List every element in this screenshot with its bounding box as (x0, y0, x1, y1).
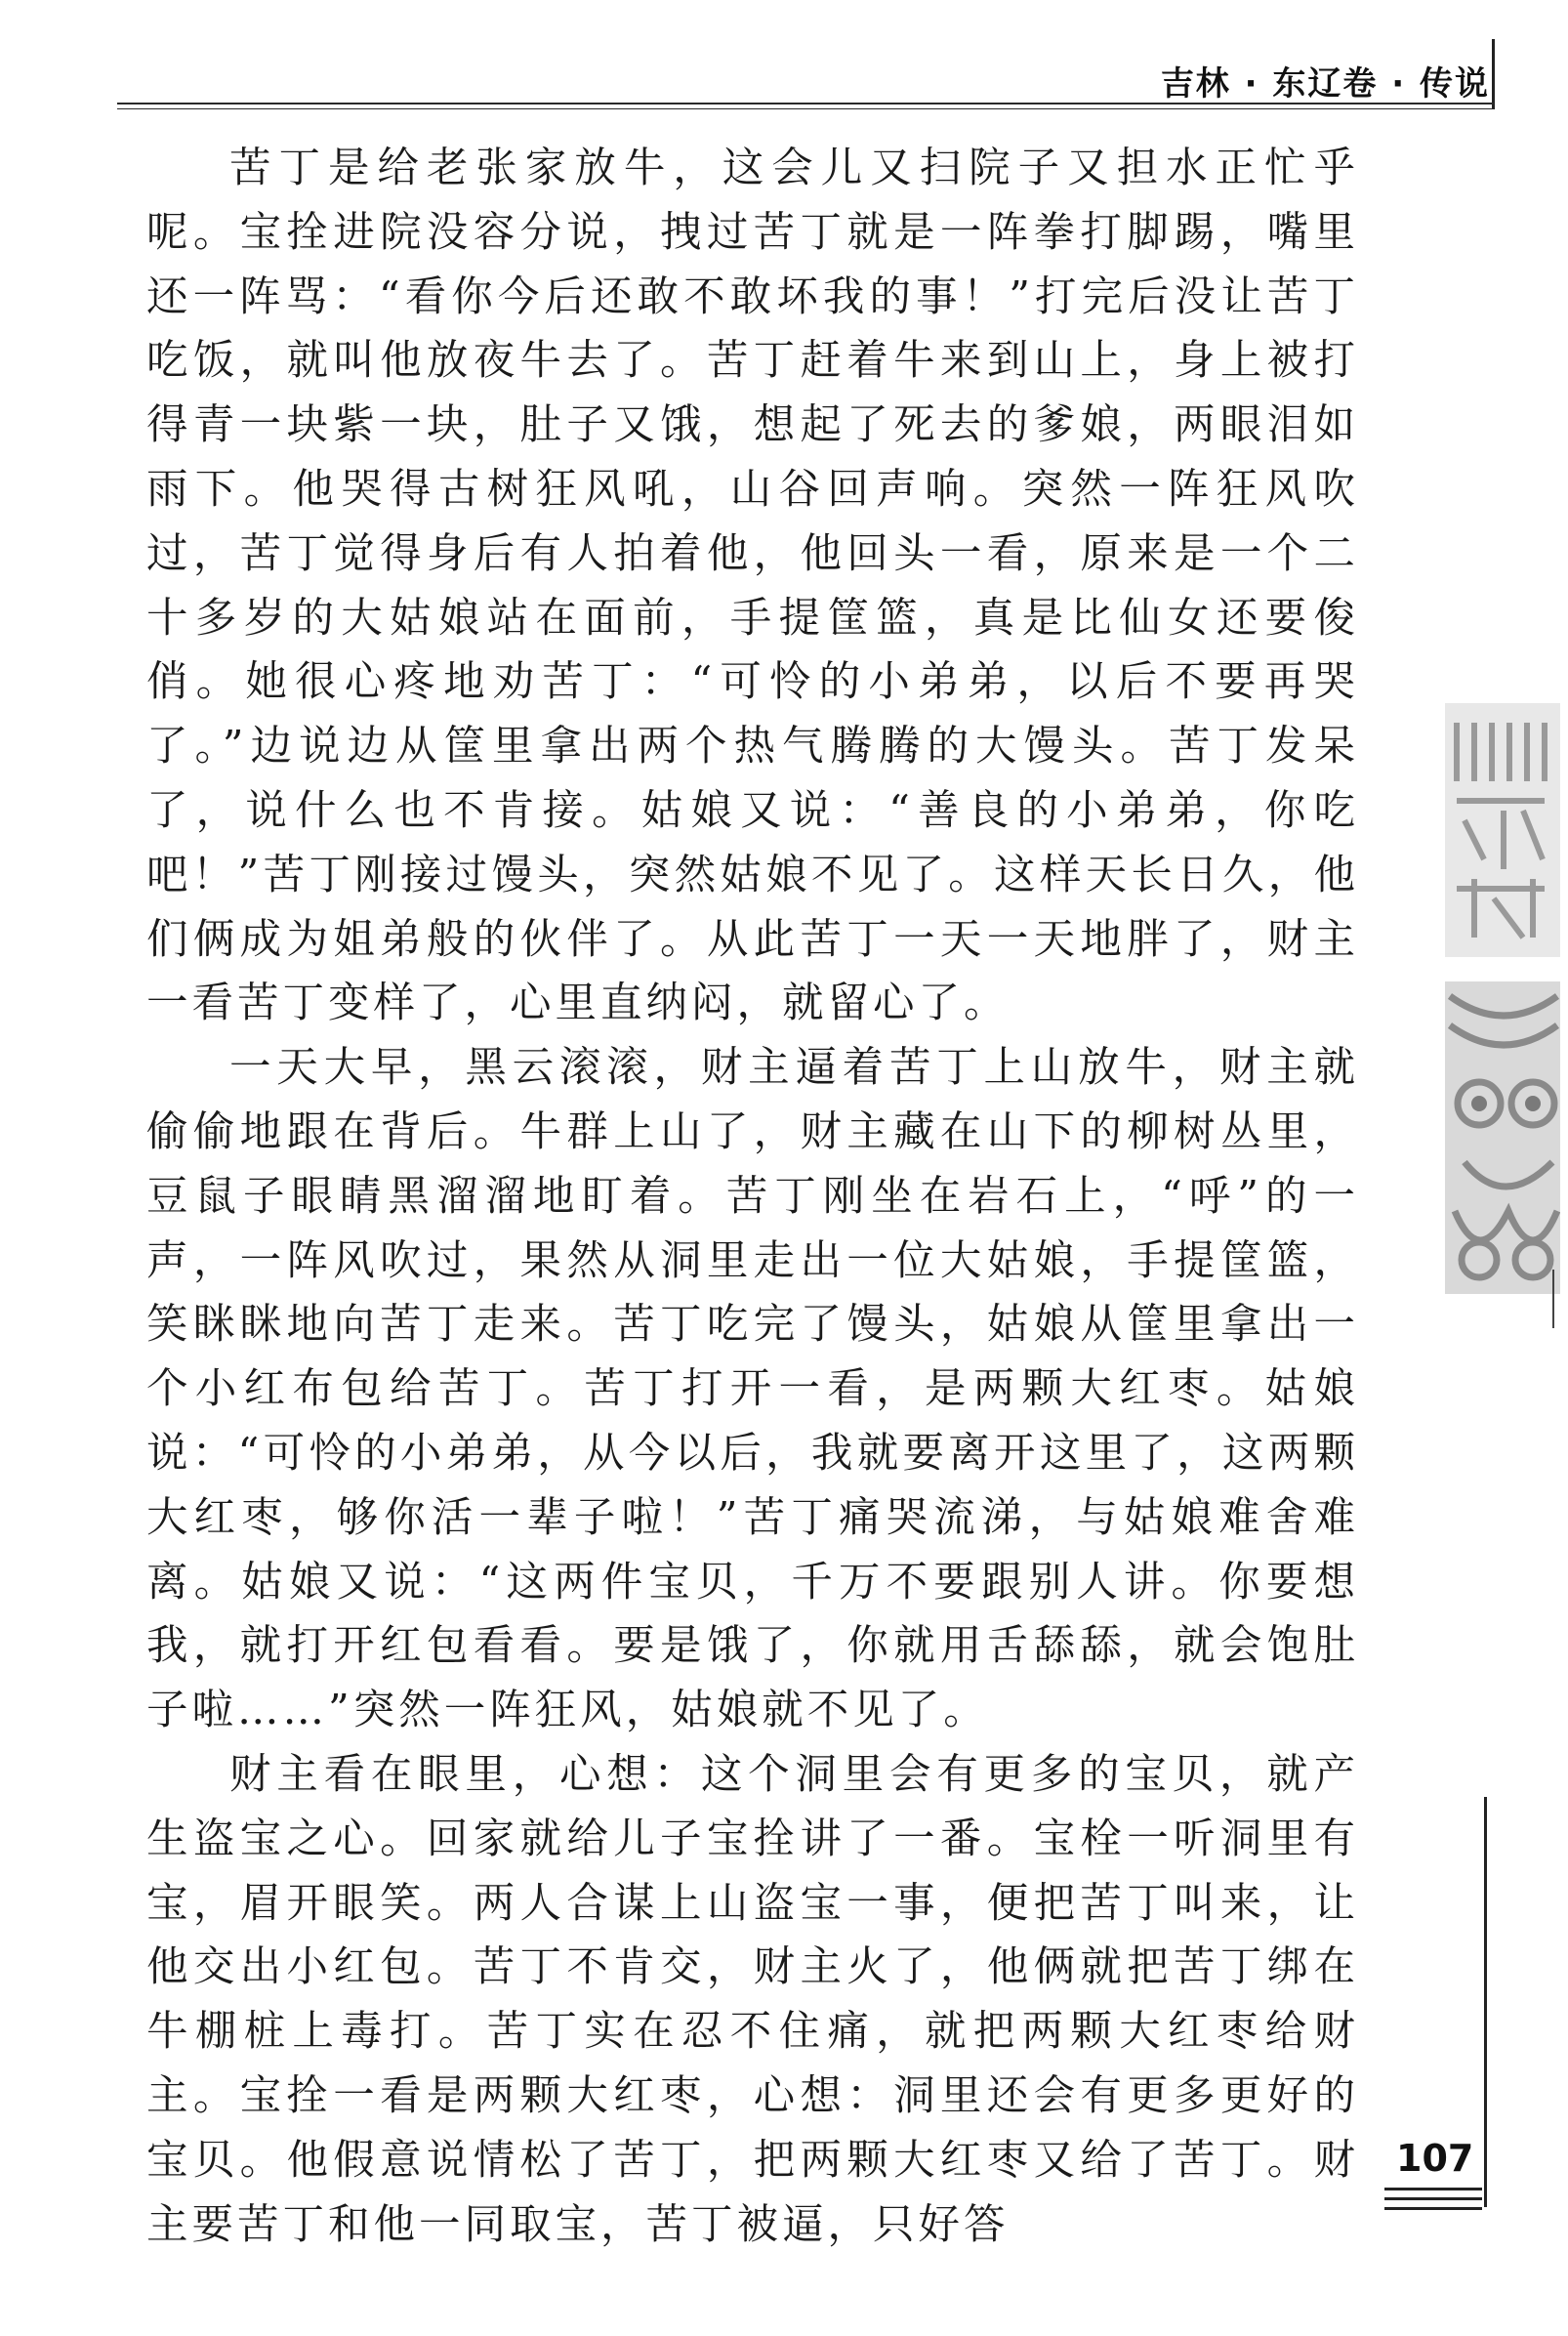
header-rule (117, 103, 1494, 104)
paragraph: 苦丁是给老张家放牛，这会儿又扫院子又担水正忙乎呢。宝拴进院没容分说，拽过苦丁就是一阵拳打脚踢，嘴里还一阵骂：“看你今后还敢不敢坏我的事！”打完后没让苦丁吃饭，就叫他放夜牛去了。苦丁赶着牛来到山上，身上被打得青一块紫一块，肚子又饿，想起了死去的爹娘，两眼泪如雨下。他哭得古树狂风吼，山谷回声响。突然一阵狂风吹过，苦丁觉得身后有人拍着他，他回头一看，原来是一个二十多岁的大姑娘站在面前，手提筐篮，真是比仙女还要俊俏。她很心疼地劝苦丁：“可怜的小弟弟，以后不要再哭了。”边说边从筐里拿出两个热气腾腾的大馒头。苦丁发呆了，说什么也不肯接。姑娘又说：“善良的小弟弟，你吃吧！”苦丁刚接过馒头，突然姑娘不见了。这样天长日久，他们俩成为姐弟般的伙伴了。从此苦丁一天一天地胖了，财主一看苦丁变样了，心里直纳闷，就留心了。 (146, 145, 1359, 1028)
page-number-rule (1384, 2197, 1482, 2200)
folk-mask-emblem-icon (1435, 703, 1560, 1309)
page-body (146, 137, 1359, 2257)
side-tab-tick (1552, 1270, 1554, 1328)
paragraph: 一天大早，黑云滚滚，财主逼着苦丁上山放牛，财主就偷偷地跟在背后。牛群上山了，财主藏在山下的柳树丛里，豆鼠子眼睛黑溜溜地盯着。苦丁刚坐在岩石上，“呼”的一声，一阵风吹过，果然从洞里走出一位大姑娘，手提筐篮，笑眯眯地向苦丁走来。苦丁吃完了馒头，姑娘从筐里拿出一个小红布包给苦丁。苦丁打开一看，是两颗大红枣。姑娘说：“可怜的小弟弟，从今以后，我就要离开这里了，这两颗大红枣，够你活一辈子啦！”苦丁痛哭流涕，与姑娘难舍难离。姑娘又说：“这两件宝贝，千万不要跟别人讲。你要想我，就打开红包看看。要是饿了，你就用舌舔舔，就会饱肚子啦……”突然一阵狂风，姑娘就不见了。 (146, 1044, 1359, 1735)
header-corner-rule (1492, 39, 1495, 109)
paragraph: 财主看在眼里，心想：这个洞里会有更多的宝贝，就产生盗宝之心。回家就给儿子宝拴讲了一番。宝栓一听洞里有宝，眉开眼笑。两人合谋上山盗宝一事，便把苦丁叫来，让他交出小红包。苦丁不肯交，财主火了，他俩就把苦丁绑在牛棚桩上毒打。苦丁实在忍不住痛，就把两颗大红枣给财主。宝拴一看是两颗大红枣，心想：洞里还会有更多更好的宝贝。他假意说情松了苦丁，把两颗大红枣又给了苦丁。财主要苦丁和他一同取宝，苦丁被逼，只好答 (146, 1750, 1359, 2249)
running-head-title: 吉林 · 东辽卷 · 传说 (1160, 64, 1490, 104)
page-number: 107 (1396, 2137, 1474, 2180)
side-tab-emblem (1435, 703, 1560, 1309)
header-rule-thin (117, 108, 1494, 109)
margin-rule (1484, 1797, 1487, 2207)
page-number-rule (1384, 2207, 1482, 2210)
page-number-rule (1384, 2188, 1482, 2190)
